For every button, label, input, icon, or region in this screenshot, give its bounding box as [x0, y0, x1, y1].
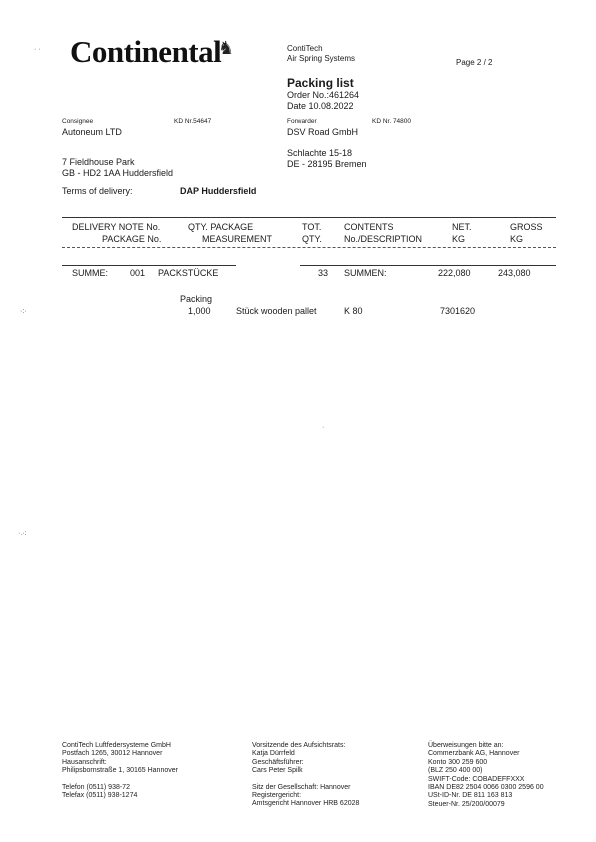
consignee-label: Consignee [62, 118, 94, 125]
scan-speck: · [322, 424, 325, 431]
forwarder-address1: Schlachte 15-18 [287, 148, 353, 158]
footer-line: Cars Peter Spilk [252, 767, 303, 775]
footer-line: Telefon (0511) 938-72 [62, 783, 130, 791]
col-qty-package: QTY. PACKAGE [188, 222, 254, 232]
terms-label: Terms of delivery: [62, 186, 133, 196]
page-number: Page 2 / 2 [456, 58, 493, 67]
footer-line: Hausanschrift: [62, 758, 107, 766]
scan-speck: ·.·: [18, 530, 27, 537]
consignee-address2: GB - HD2 1AA Huddersfield [62, 168, 174, 178]
scan-speck: · · [34, 46, 41, 53]
packing-description: Stück wooden pallet [236, 306, 317, 316]
col-delivery-note: DELIVERY NOTE No. [72, 222, 161, 232]
document-date: Date 10.08.2022 [287, 101, 354, 111]
col-tot: TOT. [302, 222, 322, 232]
forwarder-name: DSV Road GmbH [287, 127, 359, 137]
summary-net-weight: 222,080 [438, 268, 471, 278]
forwarder-kd-number: KD Nr. 74800 [372, 118, 412, 125]
continental-logo: Continental [70, 34, 222, 69]
col-contents: CONTENTS [344, 222, 394, 232]
footer-line: Konto 300 259 600 [428, 758, 488, 766]
footer-line: Philipsbornstraße 1, 30165 Hannover [62, 767, 178, 775]
col-gross-unit: KG [510, 234, 524, 244]
col-description: No./DESCRIPTION [344, 234, 423, 244]
summen-label: SUMMEN: [344, 268, 387, 278]
summary-unit: PACKSTÜCKE [158, 268, 219, 278]
footer-line: Postfach 1265, 30012 Hannover [62, 750, 163, 758]
packing-label: Packing [180, 294, 213, 304]
horse-icon: ♞ [218, 38, 235, 59]
forwarder-label: Forwarder [287, 118, 317, 125]
document-title: Packing list [287, 76, 354, 90]
col-net-unit: KG [452, 234, 466, 244]
footer-line: (BLZ 250 400 00) [428, 767, 483, 775]
footer-bank-info [428, 742, 544, 809]
consignee-kd-number: KD Nr.54647 [174, 118, 212, 125]
terms-value: DAP Huddersfield [180, 186, 257, 196]
table-header-rule [62, 247, 556, 248]
packing-number: 7301620 [440, 306, 476, 316]
footer-line: Amtsgericht Hannover HRB 62028 [252, 800, 360, 808]
footer-line: Geschäftsführer: [252, 758, 304, 766]
consignee-address1: 7 Fieldhouse Park [62, 157, 135, 167]
summary-label: SUMME: [72, 268, 108, 278]
footer-line: Sitz der Gesellschaft: Hannover [252, 783, 351, 791]
footer-company-info [62, 742, 178, 800]
table-top-rule [62, 217, 556, 218]
footer-line [62, 776, 178, 784]
footer-line: USt-ID-Nr. DE 811 163 813 [428, 792, 513, 800]
packing-qty: 1,000 [188, 306, 211, 316]
footer-line [252, 776, 359, 784]
footer-line: Telefax (0511) 938-1274 [62, 792, 138, 800]
col-gross: GROSS [510, 222, 543, 232]
footer-line: Steuer-Nr. 25/200/00079 [428, 800, 505, 808]
forwarder-address2: DE - 28195 Bremen [287, 159, 367, 169]
footer-line: Commerzbank AG, Hannover [428, 750, 520, 758]
company-line1: ContiTech [287, 44, 323, 53]
summary-gross-weight: 243,080 [498, 268, 531, 278]
summary-count: 001 [130, 268, 146, 278]
summary-rule-right [300, 265, 556, 266]
col-package-no: PACKAGE No. [102, 234, 162, 244]
footer-line: Überweisungen bitte an: [428, 742, 504, 749]
footer-line: ContiTech Luftfedersysteme GmbH [62, 742, 171, 749]
summary-rule-left [62, 265, 236, 266]
col-measurement: MEASUREMENT [202, 234, 273, 244]
company-line2: Air Spring Systems [287, 54, 356, 63]
packing-code: K 80 [344, 306, 363, 316]
consignee-name: Autoneum LTD [62, 127, 122, 137]
scan-speck: ·:· [20, 308, 27, 315]
col-net: NET. [452, 222, 472, 232]
footer-line: Katja Dürrfeld [252, 750, 295, 758]
footer-line: Registergericht: [252, 792, 302, 800]
summary-total-qty: 33 [318, 268, 329, 278]
order-number: Order No.:461264 [287, 90, 360, 100]
footer-line: IBAN DE82 2504 0066 0300 2596 00 [428, 784, 544, 792]
col-qty: QTY. [302, 234, 322, 244]
footer-line: Vorsitzende des Aufsichtsrats: [252, 742, 346, 749]
footer-line: SWIFT-Code: COBADEFFXXX [428, 775, 525, 783]
footer-board-info [252, 742, 359, 809]
